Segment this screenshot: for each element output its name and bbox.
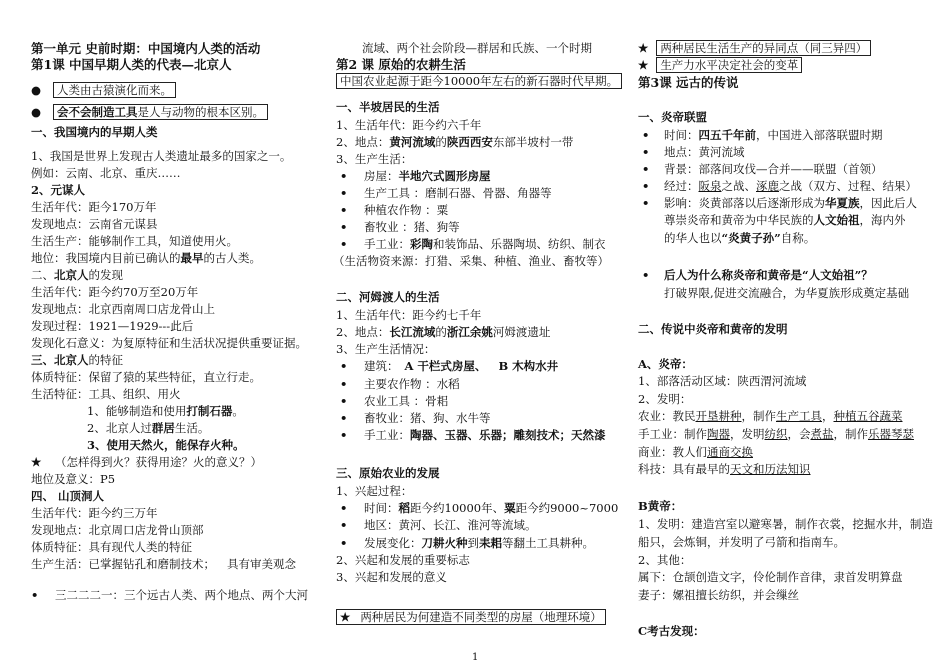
text-line: 2、兴起和发展的重要标志 xyxy=(336,553,470,567)
list-item: • 经过：阪泉之战、涿鹿之战（双方、过程、结果） xyxy=(642,179,917,193)
text-line: 1、部落活动区域：陕西渭河流域 xyxy=(638,374,807,388)
text-line: 1、发明：建造宫室以避寒暑，制作衣裳，挖掘水井，制造 xyxy=(638,517,933,531)
text-line: 生活年代：距今约70万至20万年 xyxy=(31,285,199,299)
text: 是人与动物的根本区别。 xyxy=(137,105,264,119)
sub-heading: A、炎帝： xyxy=(638,357,693,371)
point-bullet-2 xyxy=(31,105,268,120)
text-line: 生活年代：距今约三万年 xyxy=(31,506,158,520)
section-heading: 二、河姆渡人的生活 xyxy=(336,290,440,304)
list-item: • 地区：黄河、长江、淮河等流域。 xyxy=(340,518,537,532)
unit-title: 第一单元 史前时期：中国境内人类的活动 xyxy=(31,41,261,56)
question-line: ★ （怎样得到火？获得用途？火的意义？） xyxy=(31,455,262,469)
bullet-icon: ● xyxy=(31,83,42,97)
question-line: ★ 两种居民生活生产的异同点（同三异四） xyxy=(638,41,871,56)
star-icon: ★ xyxy=(31,455,42,469)
list-item: • 农业工具 ：骨耜 xyxy=(340,394,449,408)
text-line: 发现地点：北京西南周口店龙骨山上 xyxy=(31,302,215,316)
lesson-2-title: 第2 课 原始的农耕生活 xyxy=(336,57,466,72)
text-line: 发现过程：1921—1929---此后 xyxy=(31,319,194,333)
list-item: • 生产工具 ：磨制石器、骨器、角器等 xyxy=(340,186,552,200)
text-line: 2、地点：黄河流域的陕西西安东部半坡村一带 xyxy=(336,135,574,149)
point-bullet-1 xyxy=(31,83,176,98)
list-item: • 建筑： A 干栏式房屋、 B 木构水井 xyxy=(340,359,559,373)
text-line: 3、生产生活情况： xyxy=(336,342,436,356)
lesson-3-title: 第3课 远古的传说 xyxy=(638,75,739,90)
text-line: 例如：云南、北京、重庆…… xyxy=(31,166,181,180)
text-line: 1、生活年代：距今约七千年 xyxy=(336,308,482,322)
text-line: 属下：仓颉创造文字，伶伦制作音律，隶首发明算盘 xyxy=(638,570,903,584)
section-heading: 一、我国境内的早期人类 xyxy=(31,125,158,139)
text-line: 发现地点：云南省元谋县 xyxy=(31,217,158,231)
section-heading: 二、北京人的发现 xyxy=(31,268,123,282)
section-heading: 二、传说中炎帝和黄帝的发明 xyxy=(638,322,788,336)
text-line: 打破界限,促进交流融合，为华夏族形成奠定基础 xyxy=(664,286,910,300)
list-item: • 发展变化：刀耕火种到耒耜等翻土工具耕种。 xyxy=(340,536,594,550)
text-line: 的华人也以“炎黄子孙”自称。 xyxy=(664,231,816,245)
list-item: • 畜牧业 ：猪、狗等 xyxy=(340,220,460,234)
text-line: 3、生产生活： xyxy=(336,152,413,166)
boxed-text: 人类由古猿演化而来。 xyxy=(53,82,176,98)
text-line: 妻子：嫘祖擅长纺织，并会缫丝 xyxy=(638,588,799,602)
lesson-1-title: 第1课 中国早期人类的代表—北京人 xyxy=(31,57,232,72)
summary-line: • 三二二二一：三个远古人类、两个地点、两个大河 xyxy=(31,588,308,602)
list-item: • 背景：部落间攻伐—合并——联盟（首领） xyxy=(642,162,883,176)
list-item: • 手工业：陶器、玉器、乐器；雕刻技术；天然漆 xyxy=(340,428,606,442)
text-line: 2、地点：长江流域的浙江余姚河姆渡遗址 xyxy=(336,325,551,339)
section-heading: 三、北京人的特征 xyxy=(31,353,123,367)
list-item: • 房屋：半地穴式圆形房屋 xyxy=(340,169,491,183)
text-line: 生活年代：距今170万年 xyxy=(31,200,157,214)
text-line: 生活特征：工具、组织、用火 xyxy=(31,387,181,401)
question-line: ★ 两种居民为何建造不同类型的房屋（地理环境） xyxy=(336,610,606,625)
text-line: 体质特征：保留了猿的某些特征，直立行走。 xyxy=(31,370,261,384)
text-line: 3、兴起和发展的意义 xyxy=(336,570,447,584)
list-item: • 畜牧业：猪、狗、水牛等 xyxy=(340,411,491,425)
text-line: 科技：具有最早的天文和历法知识 xyxy=(638,462,811,476)
bullet-icon: • xyxy=(31,588,39,602)
text-line: 手工业：制作陶器，发明纺织，会煮盐，制作乐器琴瑟 xyxy=(638,427,914,441)
text-line: 1、我国是世界上发现古人类遗址最多的国家之一。 xyxy=(31,149,292,163)
boxed-text: 中国农业起源于距今10000年左右的新石器时代早期。 xyxy=(336,74,622,89)
page-number: 1 xyxy=(472,652,479,663)
text-line: 商业：教人们通商交换 xyxy=(638,445,753,459)
bullet-icon: ● xyxy=(31,105,42,119)
text-line: 2、发明： xyxy=(638,392,692,406)
question-line: ★ 生产力水平决定社会的变革 xyxy=(638,58,802,73)
section-heading: 三、原始农业的发展 xyxy=(336,466,440,480)
text-line: 2、其他： xyxy=(638,553,692,567)
section-heading: 四、 山顶洞人 xyxy=(31,489,105,503)
sub-heading: B黄帝： xyxy=(638,499,683,513)
text-line: 地位：我国境内目前已确认的最早的古人类。 xyxy=(31,251,261,265)
text-line: 体质特征：具有现代人类的特征 xyxy=(31,540,192,554)
star-icon: ★ xyxy=(638,58,649,72)
text-line: 2、北京人过群居生活。 xyxy=(87,421,210,435)
list-item: • 时间：稻距今约10000年、粟距今约9000~7000 xyxy=(340,501,619,515)
section-heading: 一、半坡居民的生活 xyxy=(336,100,440,114)
bold-text: 会不会制造工具 xyxy=(57,105,138,119)
text-line: 地位及意义：P5 xyxy=(31,472,116,486)
text-line: 发现地点：北京周口店龙骨山顶部 xyxy=(31,523,204,537)
text-line: 生活生产：能够制作工具，知道使用火。 xyxy=(31,234,238,248)
question-line: • 后人为什么称炎帝和黄帝是“人文始祖”？ xyxy=(642,268,873,282)
text-line: 船只，会炼铜，并发明了弓箭和指南车。 xyxy=(638,535,845,549)
text-line: 尊崇炎帝和黄帝为中华民族的人文始祖，海内外 xyxy=(664,213,906,227)
text-line: 流域、两个社会阶段—群居和氏族、一个时期 xyxy=(362,41,592,55)
list-item: • 时间：四五千年前，中国进入部落联盟时期 xyxy=(642,128,883,142)
text-line: 1、兴起过程： xyxy=(336,484,413,498)
text-line: 农业：教民开垦耕种，制作生产工具，种植五谷蔬菜 xyxy=(638,409,903,423)
text-line: 3、使用天然火，能保存火种。 xyxy=(87,438,245,452)
text-line: 生产生活：已掌握钻孔和磨制技术； 具有审美观念 xyxy=(31,557,296,571)
star-icon: ★ xyxy=(638,41,649,55)
section-heading: 2、元谋人 xyxy=(31,183,86,197)
list-item: • 地点：黄河流域 xyxy=(642,145,745,159)
list-item: • 种植农作物 ：粟 xyxy=(340,203,449,217)
sub-heading: C考古发现： xyxy=(638,624,705,638)
list-item: • 影响：炎黄部落以后逐渐形成为华夏族，因此后人 xyxy=(642,196,917,210)
text-line: 发现化石意义：为复原特征和生活状况提供重要证据。 xyxy=(31,336,307,350)
star-icon: ★ xyxy=(340,610,351,624)
text-line: 1、能够制造和使用打制石器。 xyxy=(87,404,244,418)
section-heading: 一、炎帝联盟 xyxy=(638,110,707,124)
list-item: • 手工业：彩陶和装饰品、乐器陶埙、纺织、制衣 xyxy=(340,237,606,251)
text-line: （生活物资来源：打猎、采集、种植、渔业、畜牧等） xyxy=(333,254,609,268)
list-item: • 主要农作物 ：水稻 xyxy=(340,377,460,391)
text-line: 1、生活年代：距今约六千年 xyxy=(336,118,482,132)
